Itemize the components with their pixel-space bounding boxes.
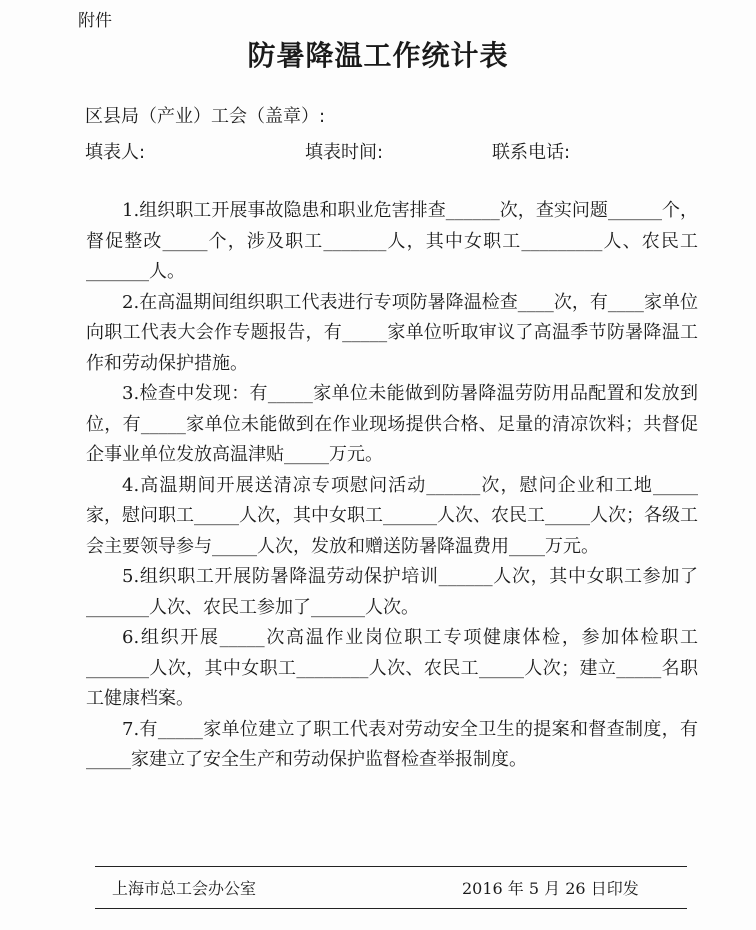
item-paragraph-1: 1.组织职工开展事故隐患和职业危害排查______次，查实问题______个，督促整改_____个，涉及职工_______人，其中女职工_________人、农民工_______人。 bbox=[86, 200, 698, 282]
document-title: 防暑降温工作统计表 bbox=[247, 39, 509, 72]
filler-field: 填表人: bbox=[85, 142, 146, 163]
item-paragraph-2: 2.在高温期间组织职工代表进行专项防暑降温检查____次，有____家单位向职工代表大会作专题报告，有_____家单位听取审议了高温季节防暑降温工作和劳动保护措施。 bbox=[86, 291, 698, 374]
item-paragraph-5: 5.组织职工开展防暑降温劳动保护培训______人次，其中女职工参加了_______人次、农民工参加了______人次。 bbox=[86, 566, 698, 618]
item-paragraph-7: 7.有_____家单位建立了职工代表对劳动安全卫生的提案和督查制度，有_____家建立了安全生产和劳动保护监督检查举报制度。 bbox=[86, 718, 698, 770]
issuing-office: 上海市总工会办公室 bbox=[112, 879, 257, 898]
statistics-body bbox=[86, 196, 698, 776]
issue-date: 2016 年 5 月 26 日印发 bbox=[462, 879, 639, 898]
item-paragraph-6: 6.组织开展_____次高温作业岗位职工专项健康体检，参加体检职工_______人次，其中女职工________人次、农民工_____人次；建立_____名职工健康档案。 bbox=[86, 627, 698, 709]
item-paragraph-4: 4.高温期间开展送清凉专项慰问活动______次，慰问企业和工地_____家，慰问职工_____人次，其中女职工______人次、农民工_____人次；各级工会主要领导参与_____人次，发放和赠送防暑降温费用____万元。 bbox=[86, 474, 698, 557]
attachment-label: 附件 bbox=[78, 11, 112, 31]
fill-time-field: 填表时间: bbox=[305, 142, 384, 163]
footer-bottom-rule bbox=[95, 908, 687, 909]
item-paragraph-3: 3.检查中发现：有_____家单位未能做到防暑降温劳防用品配置和发放到位，有_____家单位未能做到在作业现场提供合格、足量的清凉饮料；共督促企事业单位发放高温津贴_____万元。 bbox=[86, 383, 698, 465]
phone-field: 联系电话: bbox=[492, 142, 571, 163]
footer-top-rule bbox=[95, 866, 687, 867]
unit-seal-field: 区县局（产业）工会（盖章）: bbox=[85, 106, 326, 127]
